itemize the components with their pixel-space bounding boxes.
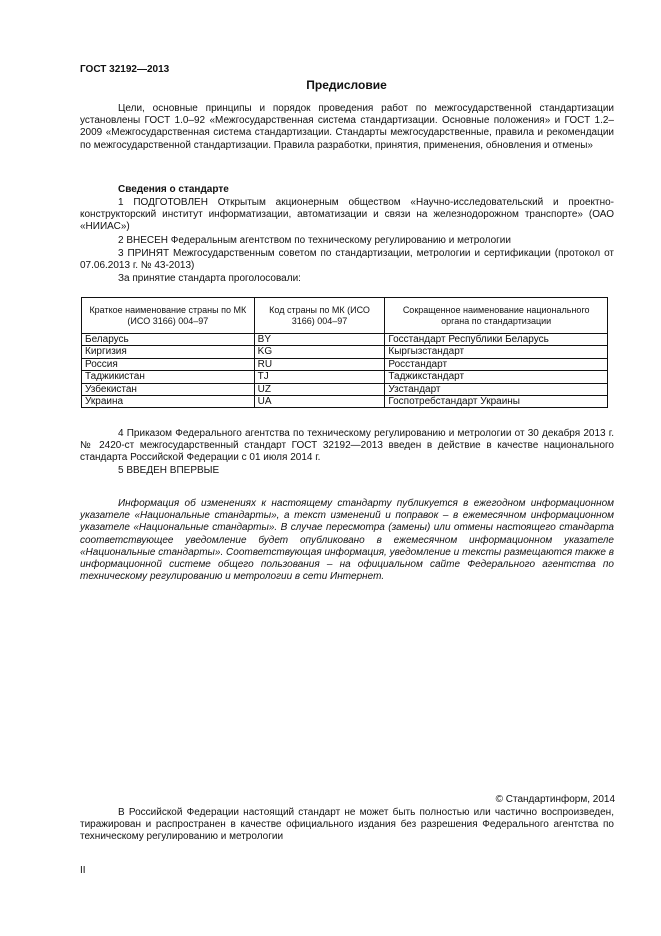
document-code: ГОСТ 32192—2013	[80, 64, 170, 75]
table-header-row	[82, 298, 608, 334]
table-cell-code: KG	[254, 346, 385, 358]
table-cell-code: UA	[254, 396, 385, 408]
page-number: II	[80, 865, 86, 876]
info-heading: Сведения о стандарте	[118, 184, 229, 195]
table-cell-country: Беларусь	[82, 334, 255, 346]
table-cell-code: RU	[254, 358, 385, 370]
table-row	[82, 371, 608, 383]
info-item-2: 2 ВНЕСЕН Федеральным агентством по техническому регулированию и метрологии	[118, 235, 511, 246]
notice-paragraph: Информация об изменениях к настоящему стандарту публикуется в ежегодном информационном указателе «Национальные стандарты», а текст изменений и поправок – в ежемесячном информационном указателе «Национальные стандарты». В случае пересмотра (замены) или отмены настоящего стандарта соответствующее уведомление будет опубликовано в ежемесячном информационном указателе «Национальные стандарты». Соответствующая информация, уведомление и тексты размещаются также в информационной системе общего пользования – на официальном сайте Федерального агентства по техническому регулированию и метрологии в сети Интернет.	[80, 498, 614, 583]
page-title: Предисловие	[306, 78, 387, 92]
rights-paragraph: В Российской Федерации настоящий стандарт не может быть полностью или частично воспроизведен, тиражирован и распространен в качестве официального издания без разрешения Федерального агентства по техническому регулированию и метрологии	[80, 807, 614, 843]
table-cell-country: Таджикистан	[82, 371, 255, 383]
table-cell-organization: Госпотребстандарт Украины	[385, 396, 608, 408]
voted-label: За принятие стандарта проголосовали:	[118, 273, 301, 284]
table-cell-country: Узбекистан	[82, 383, 255, 395]
table-row	[82, 358, 608, 370]
info-item-3: 3 ПРИНЯТ Межгосударственным советом по стандартизации, метрологии и сертификации (протокол от 07.06.2013 г. № 43-2013)	[80, 248, 614, 272]
table-row	[82, 346, 608, 358]
table-cell-organization: Росстандарт	[385, 358, 608, 370]
countries-table	[81, 297, 608, 408]
table-header-code: Код страны по МК (ИСО 3166) 004–97	[254, 298, 385, 334]
table-row	[82, 396, 608, 408]
table-cell-code: BY	[254, 334, 385, 346]
table-cell-country: Украина	[82, 396, 255, 408]
table-row	[82, 334, 608, 346]
table-cell-code: UZ	[254, 383, 385, 395]
copyright-notice: © Стандартинформ, 2014	[495, 794, 615, 805]
table-cell-country: Россия	[82, 358, 255, 370]
table-cell-organization: Таджикстандарт	[385, 371, 608, 383]
intro-paragraph: Цели, основные принципы и порядок проведения работ по межгосударственной стандартизации установлены ГОСТ 1.0–92 «Межгосударственная система стандартизации. Основные положения» и ГОСТ 1.2–2009 «Межгосударственная система стандартизации. Стандарты межгосударственные, правила и рекомендации по межгосударственной стандартизации. Правила разработки, принятия, применения, обновления и отмены»	[80, 103, 614, 151]
table-header-country: Краткое наименование страны по МК (ИСО 3166) 004–97	[82, 298, 255, 334]
table-cell-code: TJ	[254, 371, 385, 383]
table-cell-country: Киргизия	[82, 346, 255, 358]
table-row	[82, 383, 608, 395]
info-item-1: 1 ПОДГОТОВЛЕН Открытым акционерным обществом «Научно-исследовательский и проектно-конструкторский институт информатизации, автоматизации и связи на железнодорожном транспорте» (ОАО «НИИАС»)	[80, 197, 614, 233]
table-cell-organization: Узстандарт	[385, 383, 608, 395]
info-item-5: 5 ВВЕДЕН ВПЕРВЫЕ	[118, 465, 220, 476]
table-header-organization: Сокращенное наименование национального органа по стандартизации	[385, 298, 608, 334]
info-item-4: 4 Приказом Федерального агентства по техническому регулированию и метрологии от 30 декабря 2013 г. № 2420-ст межгосударственный стандарт ГОСТ 32192—2013 введен в действие в качестве национального стандарта Российской Федерации с 01 июля 2014 г.	[80, 428, 614, 464]
table-cell-organization: Госстандарт Республики Беларусь	[385, 334, 608, 346]
table-cell-organization: Кыргызстандарт	[385, 346, 608, 358]
